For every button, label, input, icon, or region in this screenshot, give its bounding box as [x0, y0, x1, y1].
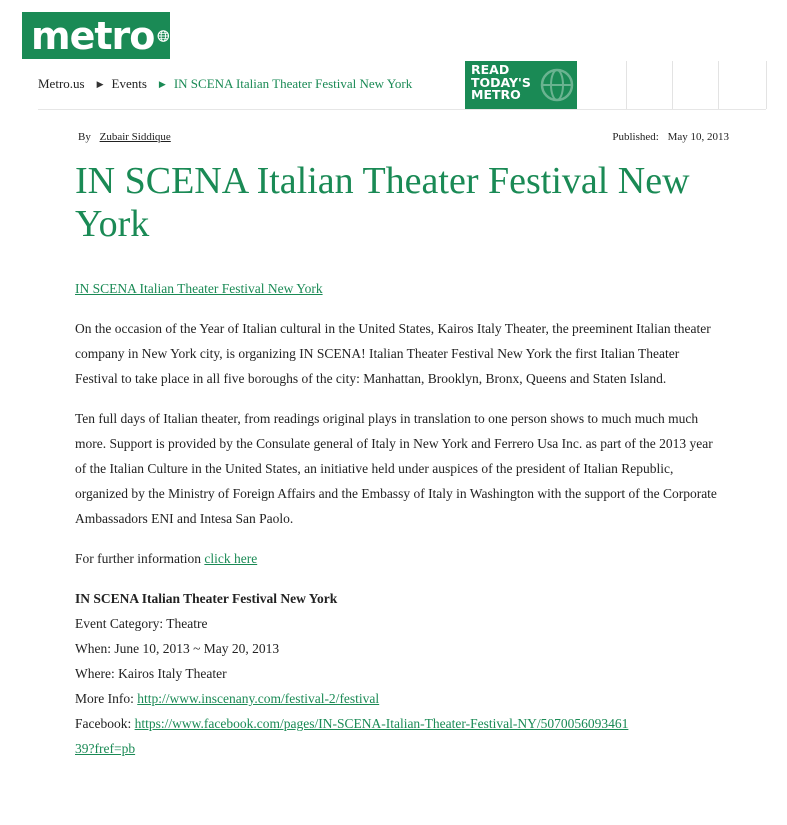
published-value: May 10, 2013 — [667, 131, 729, 143]
event-when-row — [75, 636, 725, 661]
event-details — [75, 586, 725, 761]
published-date — [612, 131, 729, 143]
breadcrumb-arrow-icon: ▶ — [96, 78, 104, 89]
breadcrumb — [38, 76, 412, 92]
metro-logo[interactable] — [22, 12, 170, 59]
article-paragraph: Ten full days of Italian theater, from readings original plays in translation to one person shows to much much much more. Support is provided by the Consulate general of Italy in New York and Ferrero Usa Inc. as part of the 2013 year of the Italian Culture in the United States, an initiative held under auspices of the president of Italian Republic, organized by the Ministry of Foreign Affairs and the Embassy of Italy in Washington with the support of the Corporate Ambassadors ENI and Intesa San Paolo. — [75, 411, 717, 526]
nav-divider — [672, 61, 673, 109]
event-where-value: Kairos Italy Theater — [118, 666, 227, 681]
promo-line-3: METRO — [471, 87, 521, 102]
event-category-value: Theatre — [166, 616, 208, 631]
event-category-row — [75, 611, 725, 636]
event-facebook-label: Facebook: — [75, 716, 132, 731]
breadcrumb-arrow-icon: ▶ — [158, 78, 166, 89]
event-where-row — [75, 661, 725, 686]
nav-divider — [626, 61, 627, 109]
logo-text: metro — [31, 13, 155, 58]
byline — [78, 131, 171, 143]
event-when-label: When: — [75, 641, 111, 656]
breadcrumb-current-link[interactable]: IN SCENA Italian Theater Festival New York — [173, 76, 413, 91]
breadcrumb-home-link[interactable]: Metro.us — [38, 76, 85, 91]
event-moreinfo-label: More Info: — [75, 691, 134, 706]
event-title: IN SCENA Italian Theater Festival New York — [75, 591, 338, 606]
promo-line-1: READ — [471, 62, 510, 77]
article-title: IN SCENA Italian Theater Festival New York — [75, 160, 690, 245]
read-todays-metro-button[interactable] — [465, 61, 577, 109]
author-link[interactable]: Zubair Siddique — [99, 131, 171, 143]
globe-icon — [157, 19, 170, 53]
further-info — [75, 546, 725, 571]
nav-divider — [766, 61, 767, 109]
header-divider — [38, 109, 766, 110]
event-facebook-row — [75, 711, 635, 761]
event-when-value: June 10, 2013 ~ May 20, 2013 — [114, 641, 280, 656]
click-here-link[interactable]: click here — [204, 551, 258, 566]
article-paragraph: On the occasion of the Year of Italian cultural in the United States, Kairos Italy Theater, the preeminent Italian theater company in New York city, is organizing IN SCENA! Italian Theater Festival New York the first Italian Theater Festival to take place in all five boroughs of the city: Manhattan, Brooklyn, Bronx, Queens and Staten Island. — [75, 321, 711, 386]
event-where-label: Where: — [75, 666, 115, 681]
byline-prefix: By — [78, 131, 91, 143]
event-facebook-link[interactable]: https://www.facebook.com/pages/IN-SCENA-Italian-Theater-Festival-NY/507005609346139?fref=pb — [75, 716, 629, 756]
further-info-text: For further information — [75, 551, 201, 566]
event-category-label: Event Category: — [75, 616, 164, 631]
article-body — [75, 276, 725, 761]
promo-line-2: TODAY'S — [471, 74, 531, 90]
published-label: Published: — [612, 131, 659, 143]
event-moreinfo-link[interactable]: http://www.inscenany.com/festival-2/festival — [137, 691, 380, 706]
event-moreinfo-row — [75, 686, 725, 711]
article-top-link[interactable]: IN SCENA Italian Theater Festival New York — [75, 281, 323, 296]
breadcrumb-events-link[interactable]: Events — [111, 76, 147, 91]
nav-divider — [718, 61, 719, 109]
